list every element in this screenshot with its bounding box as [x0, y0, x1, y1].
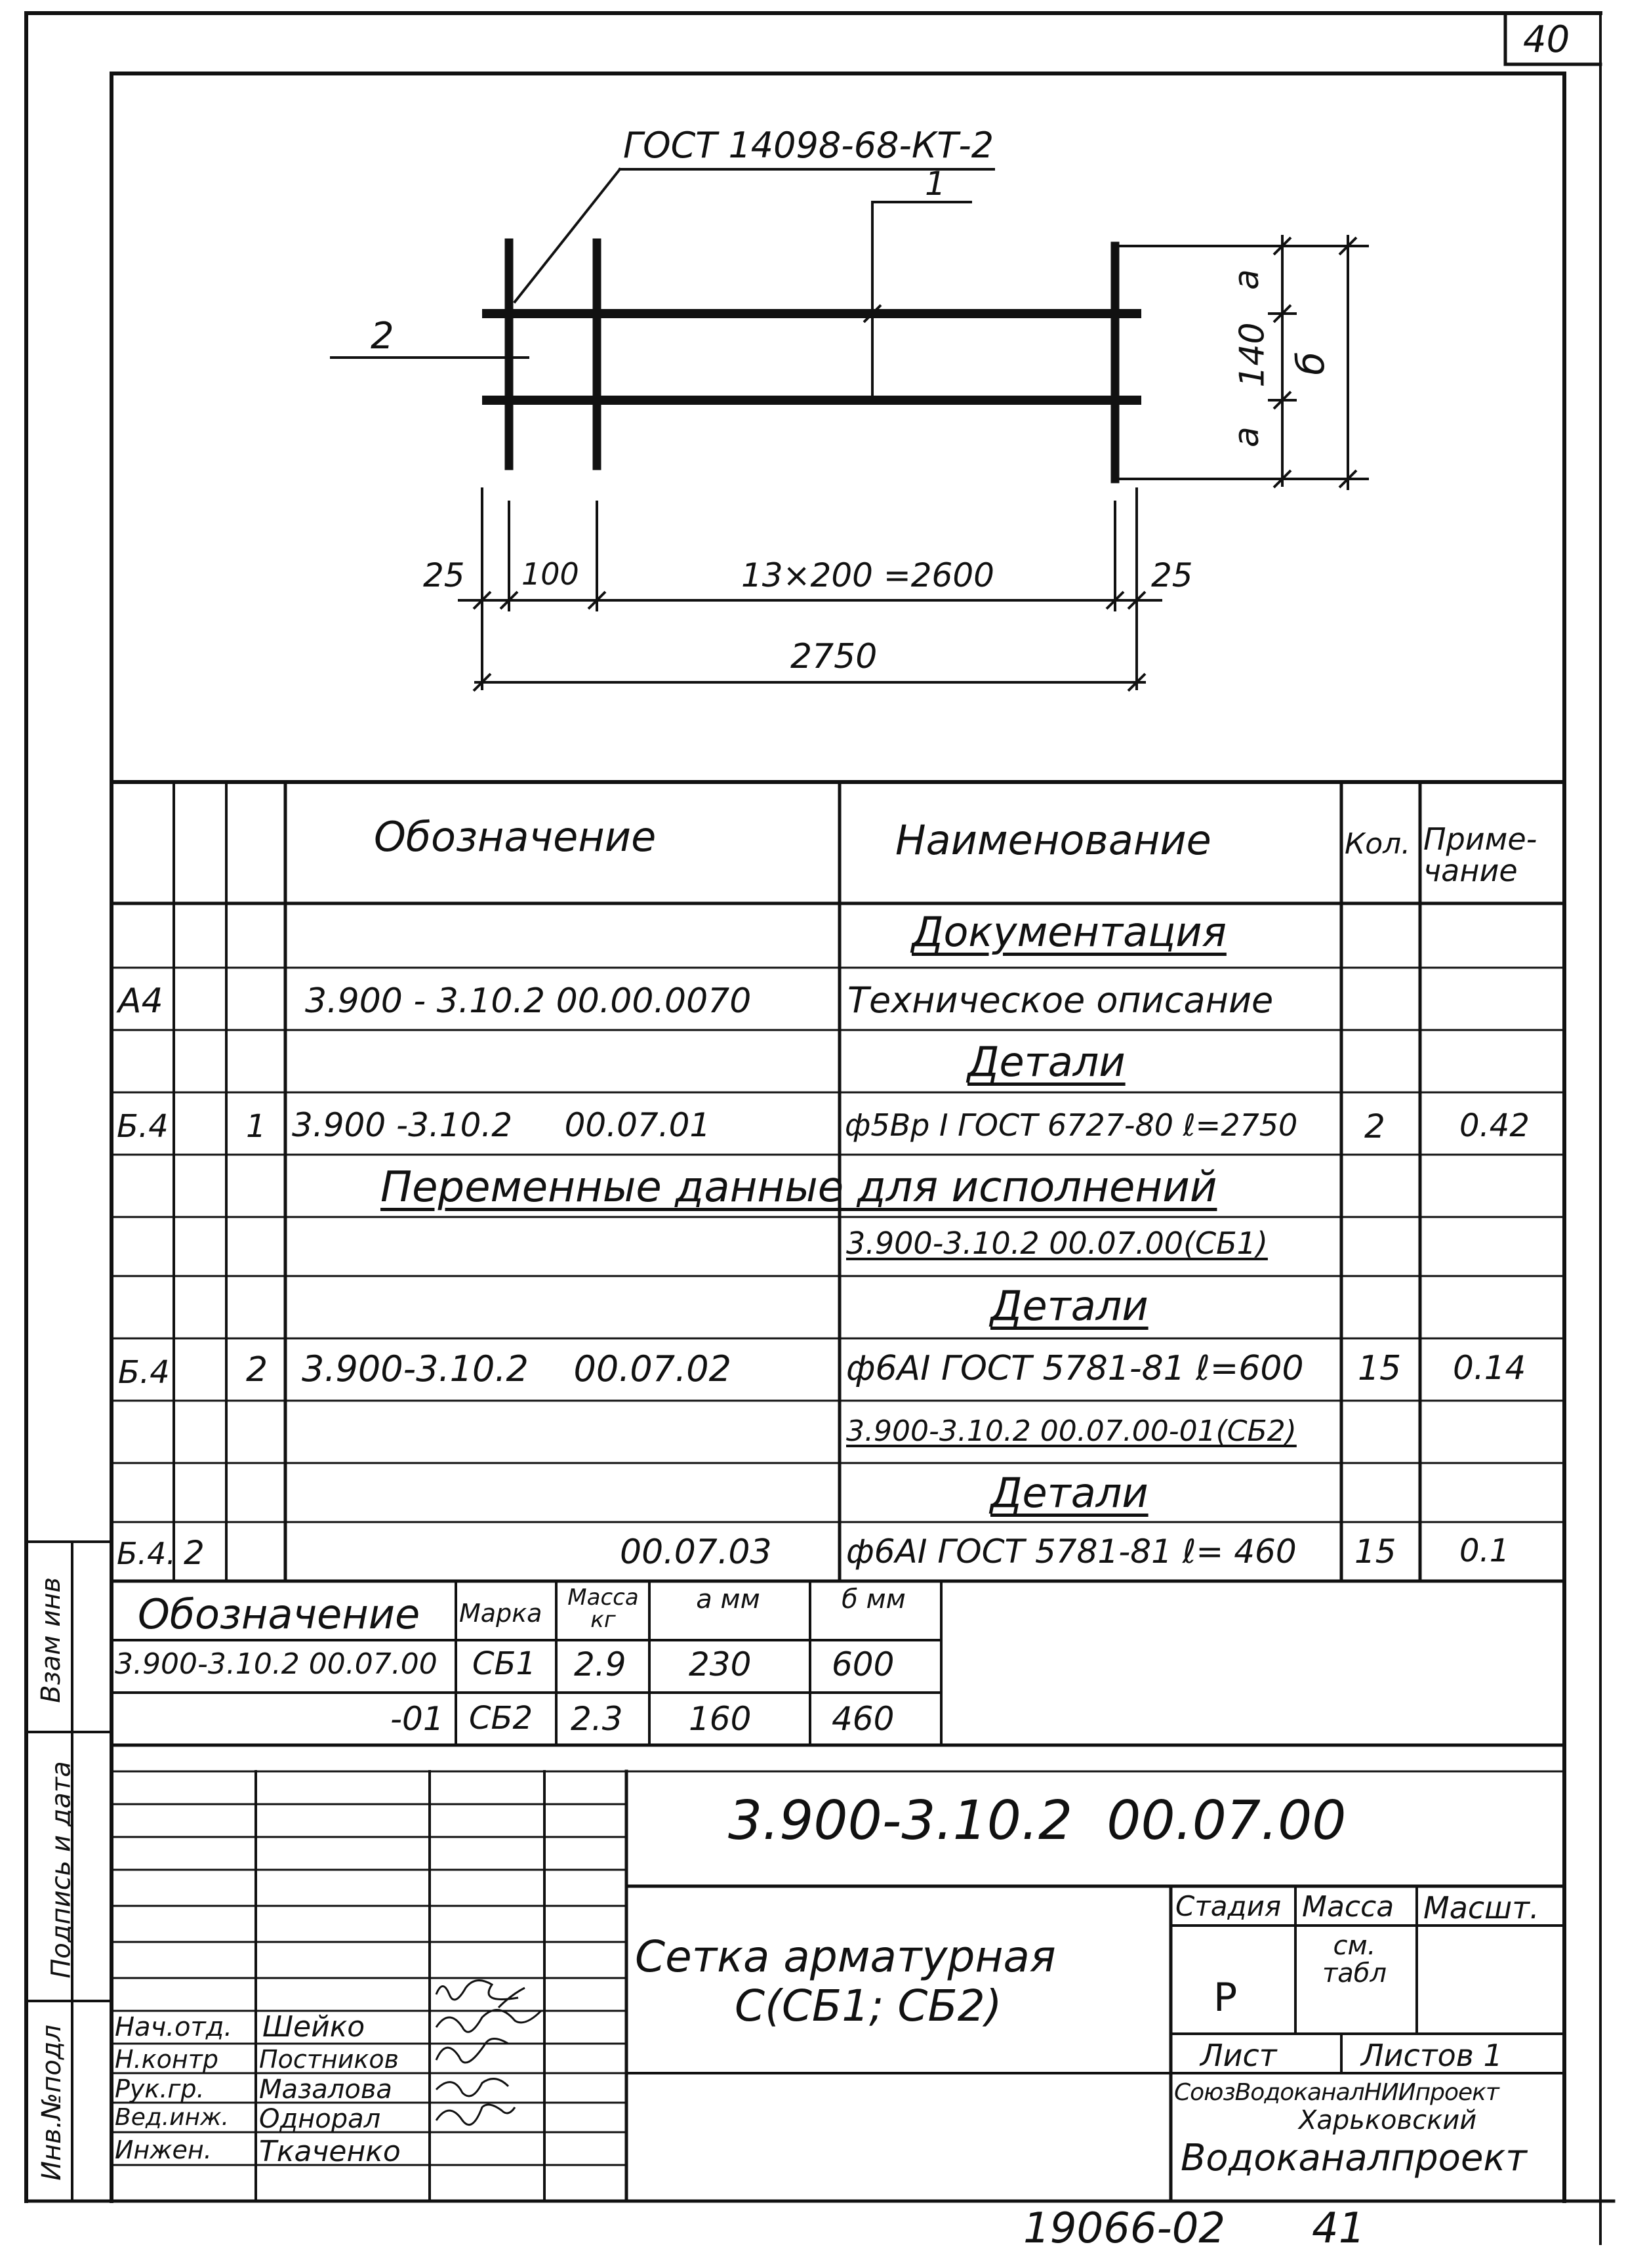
variant2-mark: СБ2	[469, 1700, 533, 1737]
role-group-lead: Рук.гр.	[115, 2074, 205, 2103]
section-details-3: Детали	[990, 1469, 1149, 1517]
variants-header-designation: Обозначение	[138, 1590, 420, 1638]
row7-qty: 15	[1358, 1349, 1402, 1388]
title-line2: С(СБ1; СБ2)	[735, 1981, 1002, 2031]
mass-label: Масса	[1302, 1890, 1394, 1924]
row3-format: Б.4	[117, 1108, 169, 1145]
footer-number: 19066-02	[1023, 2204, 1226, 2253]
sheet-label: Лист	[1200, 2038, 1277, 2073]
row10-qty: 15	[1354, 1533, 1396, 1571]
row3-name: ф5Вр I ГОСТ 6727-80 ℓ=2750	[845, 1107, 1298, 1143]
title-line1: Сетка арматурная	[635, 1931, 1056, 1982]
variant1-b: 600	[832, 1645, 895, 1683]
name-head: Шейко	[262, 2010, 365, 2044]
variant-sb2-heading: 3.900-3.10.2 00.07.00-01(СБ2)	[846, 1414, 1297, 1448]
row3-qty: 2	[1364, 1107, 1385, 1145]
dim-b: б	[1288, 352, 1333, 375]
row1-format: А4	[118, 981, 163, 1021]
row7-pos: 2	[246, 1350, 268, 1390]
name-norm-control: Постников	[259, 2045, 399, 2074]
dim-25-left: 25	[423, 556, 465, 594]
callout-2: 2	[371, 315, 394, 358]
variant2-mass: 2.3	[571, 1700, 623, 1738]
name-lead-engineer: Однорал	[259, 2104, 381, 2134]
org-line3: Водоканалпроект	[1181, 2137, 1527, 2179]
variant1-mass: 2.9	[574, 1645, 626, 1683]
section-details-2: Детали	[990, 1282, 1149, 1330]
org-line1: СоюзВодоканалНИИпроект	[1174, 2079, 1499, 2106]
role-engineer: Инжен.	[115, 2135, 212, 2164]
header-qty: Кол.	[1345, 827, 1411, 861]
header-name: Наименование	[895, 816, 1211, 864]
row10-name: ф6АI ГОСТ 5781-81 ℓ= 460	[846, 1533, 1297, 1571]
name-group-lead: Мазалова	[259, 2074, 392, 2105]
header-designation: Обозначение	[374, 813, 657, 861]
stage-value: Р	[1213, 1975, 1238, 2021]
row7-name: ф6АI ГОСТ 5781-81 ℓ=600	[846, 1349, 1304, 1388]
row3-designation: 3.900 -3.10.2 00.07.01	[292, 1106, 711, 1144]
name-engineer: Ткаченко	[259, 2135, 401, 2168]
variants-header-a: а мм	[696, 1584, 760, 1615]
callout-1: 1	[925, 165, 946, 203]
mass-value: см. табл	[1322, 1931, 1387, 1989]
row10-designation: 00.07.03	[620, 1533, 772, 1572]
variable-data-heading: Переменные данные для исполнений	[380, 1163, 1217, 1212]
variant1-designation: 3.900-3.10.2 00.07.00	[115, 1647, 437, 1681]
dim-100: 100	[521, 556, 579, 592]
scale-label: Масшт.	[1423, 1890, 1539, 1926]
dim-a-top: а	[1227, 269, 1267, 290]
footer-sheet: 41	[1312, 2204, 1366, 2253]
role-norm-control: Н.контр	[115, 2045, 218, 2074]
variant-sb1-heading: 3.900-3.10.2 00.07.00(СБ1)	[846, 1226, 1268, 1261]
row3-note: 0.42	[1459, 1107, 1530, 1144]
section-details-1: Детали	[967, 1038, 1126, 1086]
row7-format: Б.4	[118, 1354, 170, 1391]
variant1-mark: СБ1	[472, 1645, 536, 1682]
dim-25-right: 25	[1151, 556, 1193, 594]
side-sign-date: Подпись и дата	[46, 1761, 77, 1979]
weld-standard-label: ГОСТ 14098-68-КТ-2	[623, 125, 994, 166]
dim-span: 13×200 =2600	[741, 556, 994, 594]
doc-number: 3.900-3.10.2 00.07.00	[728, 1790, 1347, 1852]
org-line2: Харьковский	[1299, 2105, 1477, 2135]
variant2-b: 460	[832, 1700, 895, 1738]
variants-header-mass: Масса кг	[567, 1584, 639, 1633]
role-head: Нач.отд.	[115, 2012, 233, 2042]
dim-a-bottom: а	[1227, 426, 1267, 447]
side-inv-subst: Взам инв	[35, 1577, 66, 1703]
dim-140: 140	[1232, 322, 1272, 388]
variants-header-b: б мм	[842, 1584, 906, 1615]
row7-designation: 3.900-3.10.2 00.07.02	[302, 1348, 731, 1390]
variant2-designation: -01	[390, 1700, 444, 1738]
row10-pos: 2	[184, 1534, 205, 1572]
section-documentation: Документация	[912, 908, 1227, 956]
dim-total: 2750	[790, 637, 878, 676]
row10-format: Б.4.	[117, 1536, 176, 1571]
row10-note: 0.1	[1459, 1533, 1510, 1569]
variant1-a: 230	[689, 1645, 752, 1683]
side-inv-orig: Инв.№подл	[36, 2025, 67, 2181]
row7-note: 0.14	[1453, 1349, 1526, 1387]
row3-pos: 1	[246, 1108, 266, 1145]
sheets-label: Листов 1	[1361, 2038, 1503, 2073]
page-number: 40	[1523, 18, 1570, 61]
variant2-a: 160	[689, 1700, 752, 1738]
variants-header-mark: Марка	[459, 1599, 542, 1628]
role-lead-engineer: Вед.инж.	[115, 2104, 229, 2131]
row1-designation: 3.900 - 3.10.2 00.00.0070	[305, 981, 752, 1021]
stage-label: Стадия	[1175, 1890, 1282, 1922]
header-note: Приме-чание	[1423, 821, 1537, 889]
row1-name: Техническое описание	[847, 979, 1274, 1021]
